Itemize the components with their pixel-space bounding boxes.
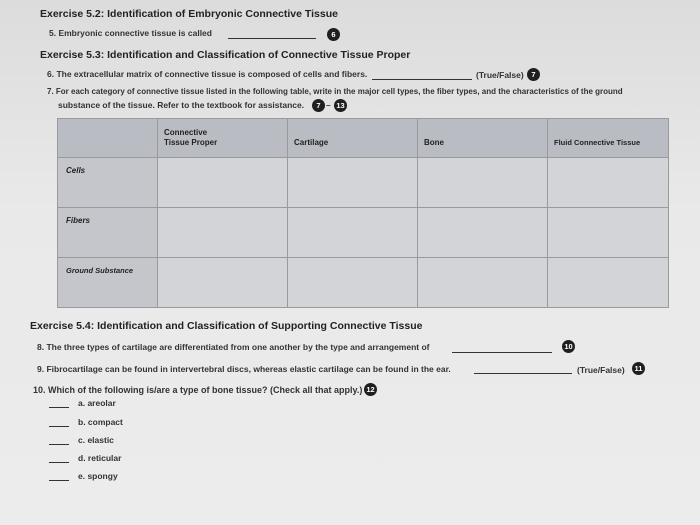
option-blank-b[interactable] bbox=[49, 426, 69, 427]
cell-proper-cells[interactable] bbox=[158, 158, 288, 208]
answer-line-q9[interactable] bbox=[474, 373, 572, 374]
option-blank-a[interactable] bbox=[49, 407, 69, 408]
worksheet-page: Exercise 5.2: Identification of Embryonic Connective Tissue 5. Embryonic connective tissue is called 6 Exercise 5.3: Identification and Classification of Connective Tissue Proper 6. The extracellular matrix of connective tissue is composed of cells and fibers. (True/False) 7 7. For each category of connective tissue listed in the following table, write in the major cell types, the fiber types, and the characteristics of the ground substance of the tissue. Refer to the textbook for assistance. 7 – 13 Connective Tissue Proper Cartilage Bone Fluid Connective Tissue Cells Fibers Ground Substance Exercise 5.4: Identification and Classification of Supporting Connective Tissue 8. The three types of cartilage are differentiated from one another by the type and arrangement of 10 9. Fibrocartilage can be found in intervertebral discs, whereas elastic cartilage can be found in the ear. (True/False) 11 10. Which of the following is/are a type of bone tissue? (Check all that apply.) 12 a. areolar b. compact c. elastic d. reticular e. spongy bbox=[0, 0, 700, 525]
cell-cartilage-ground[interactable] bbox=[288, 258, 418, 308]
answer-line-q5[interactable] bbox=[228, 38, 316, 39]
answer-line-q8[interactable] bbox=[452, 352, 552, 353]
option-d: d. reticular bbox=[78, 453, 122, 463]
table-header-bone: Bone bbox=[418, 119, 548, 158]
table-header-cartilage: Cartilage bbox=[288, 119, 418, 158]
true-false-label-q6: (True/False) bbox=[476, 70, 524, 80]
question-10: 10. Which of the following is/are a type of bone tissue? (Check all that apply.) bbox=[33, 385, 363, 395]
point-badge-q7-start: 7 bbox=[312, 99, 325, 112]
cell-fluid-ground[interactable] bbox=[548, 258, 669, 308]
question-7-line-1: 7. For each category of connective tissue listed in the following table, write in the major cell types, the fiber types, and the characteristics of the ground bbox=[47, 87, 623, 96]
answer-line-q6[interactable] bbox=[372, 79, 472, 80]
row-label-cells: Cells bbox=[58, 158, 158, 208]
cell-cartilage-cells[interactable] bbox=[288, 158, 418, 208]
table-row bbox=[58, 158, 669, 208]
true-false-label-q9: (True/False) bbox=[577, 365, 625, 375]
point-badge-q6: 7 bbox=[527, 68, 540, 81]
table-header-fluid-connective-tissue: Fluid Connective Tissue bbox=[548, 119, 669, 158]
table-header-corner bbox=[58, 119, 158, 158]
point-badge-q8: 10 bbox=[562, 340, 575, 353]
point-badge-q10: 12 bbox=[364, 383, 377, 396]
option-blank-d[interactable] bbox=[49, 462, 69, 463]
connective-tissue-table bbox=[57, 118, 669, 308]
cell-fluid-cells[interactable] bbox=[548, 158, 669, 208]
row-label-fibers: Fibers bbox=[58, 208, 158, 258]
exercise-5-4-title: Exercise 5.4: Identification and Classification of Supporting Connective Tissue bbox=[30, 320, 423, 332]
question-7-line-2: substance of the tissue. Refer to the textbook for assistance. bbox=[58, 100, 305, 110]
cell-bone-fibers[interactable] bbox=[418, 208, 548, 258]
option-c: c. elastic bbox=[78, 435, 114, 445]
cell-cartilage-fibers[interactable] bbox=[288, 208, 418, 258]
question-6: 6. The extracellular matrix of connective tissue is composed of cells and fibers. bbox=[47, 69, 368, 79]
point-badge-q7-end: 13 bbox=[334, 99, 347, 112]
exercise-5-3-title: Exercise 5.3: Identification and Classification of Connective Tissue Proper bbox=[40, 49, 411, 61]
cell-proper-fibers[interactable] bbox=[158, 208, 288, 258]
point-badge-q5: 6 bbox=[327, 28, 340, 41]
question-5: 5. Embryonic connective tissue is called bbox=[49, 28, 212, 38]
table-row bbox=[58, 258, 669, 308]
option-blank-e[interactable] bbox=[49, 480, 69, 481]
cell-fluid-fibers[interactable] bbox=[548, 208, 669, 258]
cell-bone-cells[interactable] bbox=[418, 158, 548, 208]
question-9: 9. Fibrocartilage can be found in intervertebral discs, whereas elastic cartilage can be found in the ear. bbox=[37, 364, 451, 374]
row-label-ground-substance: Ground Substance bbox=[58, 258, 158, 308]
question-8: 8. The three types of cartilage are differentiated from one another by the type and arrangement of bbox=[37, 342, 430, 352]
point-badge-q9: 11 bbox=[632, 362, 645, 375]
option-b: b. compact bbox=[78, 417, 123, 427]
table-row bbox=[58, 208, 669, 258]
exercise-5-2-title: Exercise 5.2: Identification of Embryonic Connective Tissue bbox=[40, 8, 338, 20]
option-blank-c[interactable] bbox=[49, 444, 69, 445]
cell-proper-ground[interactable] bbox=[158, 258, 288, 308]
option-a: a. areolar bbox=[78, 398, 116, 408]
option-e: e. spongy bbox=[78, 471, 118, 481]
cell-bone-ground[interactable] bbox=[418, 258, 548, 308]
table-header-connective-tissue-proper: Connective Tissue Proper bbox=[158, 119, 288, 158]
